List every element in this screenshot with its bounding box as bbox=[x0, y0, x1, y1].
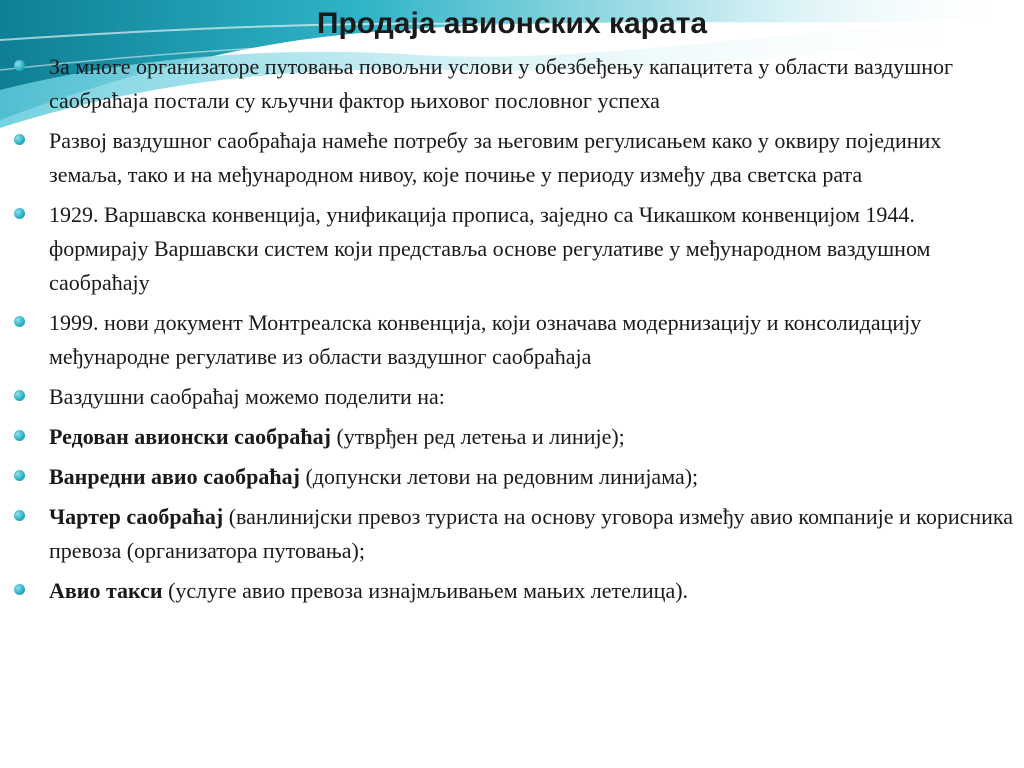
bullet-item bbox=[14, 380, 1014, 414]
bullet-item bbox=[14, 460, 1014, 494]
bullet-dot-icon bbox=[14, 470, 25, 481]
bullet-list bbox=[14, 50, 1014, 614]
bullet-text: Ваздушни саобраћај можемо поделити на: bbox=[49, 384, 445, 409]
bullet-dot-icon bbox=[14, 60, 25, 71]
bullet-bold-term: Авио такси bbox=[49, 578, 163, 603]
bullet-dot-icon bbox=[14, 430, 25, 441]
slide-title: Продаја авионских карата bbox=[316, 7, 708, 40]
bullet-text: 1999. нови документ Монтреалска конвенција, који означава модернизацију и консолидацију међународне регулативе из области ваздушног саобраћаја bbox=[49, 310, 922, 369]
bullet-item bbox=[14, 50, 1014, 118]
bullet-dot-icon bbox=[14, 584, 25, 595]
bullet-bold-term: Редован авионски саобраћај bbox=[49, 424, 331, 449]
bullet-item bbox=[14, 574, 1014, 608]
bullet-bold-term: Чартер саобраћај bbox=[49, 504, 224, 529]
bullet-text: Развој ваздушног саобраћаја намеће потребу за његовим регулисањем како у оквиру појединих земаља, тако и на међународном нивоу, које почиње у периоду између два светска рата bbox=[49, 128, 942, 187]
bullet-text: (допунски летови на редовним линијама); bbox=[299, 464, 699, 489]
bullet-text: (услуге авио превоза изнајмљивањем мањих летелица). bbox=[162, 578, 689, 603]
bullet-item bbox=[14, 420, 1014, 454]
bullet-bold-term: Ванредни авио саобраћај bbox=[49, 464, 300, 489]
bullet-text: За многе организаторе путовања повољни услови у обезбеђењу капацитета у области ваздушног саобраћаја постали су кључни фактор њиховог пословног успеха bbox=[49, 54, 954, 113]
bullet-item bbox=[14, 124, 1014, 192]
bullet-dot-icon bbox=[14, 390, 25, 401]
bullet-text: (ванлинијски превоз туриста на основу уговора између авио компаније и корисника превоза (организатора путовања); bbox=[49, 504, 1014, 563]
bullet-item bbox=[14, 306, 1014, 374]
bullet-dot-icon bbox=[14, 316, 25, 327]
bullet-dot-icon bbox=[14, 208, 25, 219]
bullet-text: 1929. Варшавска конвенција, унификација прописа, заједно са Чикашком конвенцијом 1944. формирају Варшавски систем који представља основе регулативе у међународном ваздушном саобраћају bbox=[49, 202, 931, 295]
bullet-item bbox=[14, 500, 1014, 568]
bullet-text: (утврђен ред летења и линије); bbox=[330, 424, 625, 449]
bullet-item bbox=[14, 198, 1014, 300]
bullet-dot-icon bbox=[14, 134, 25, 145]
bullet-dot-icon bbox=[14, 510, 25, 521]
